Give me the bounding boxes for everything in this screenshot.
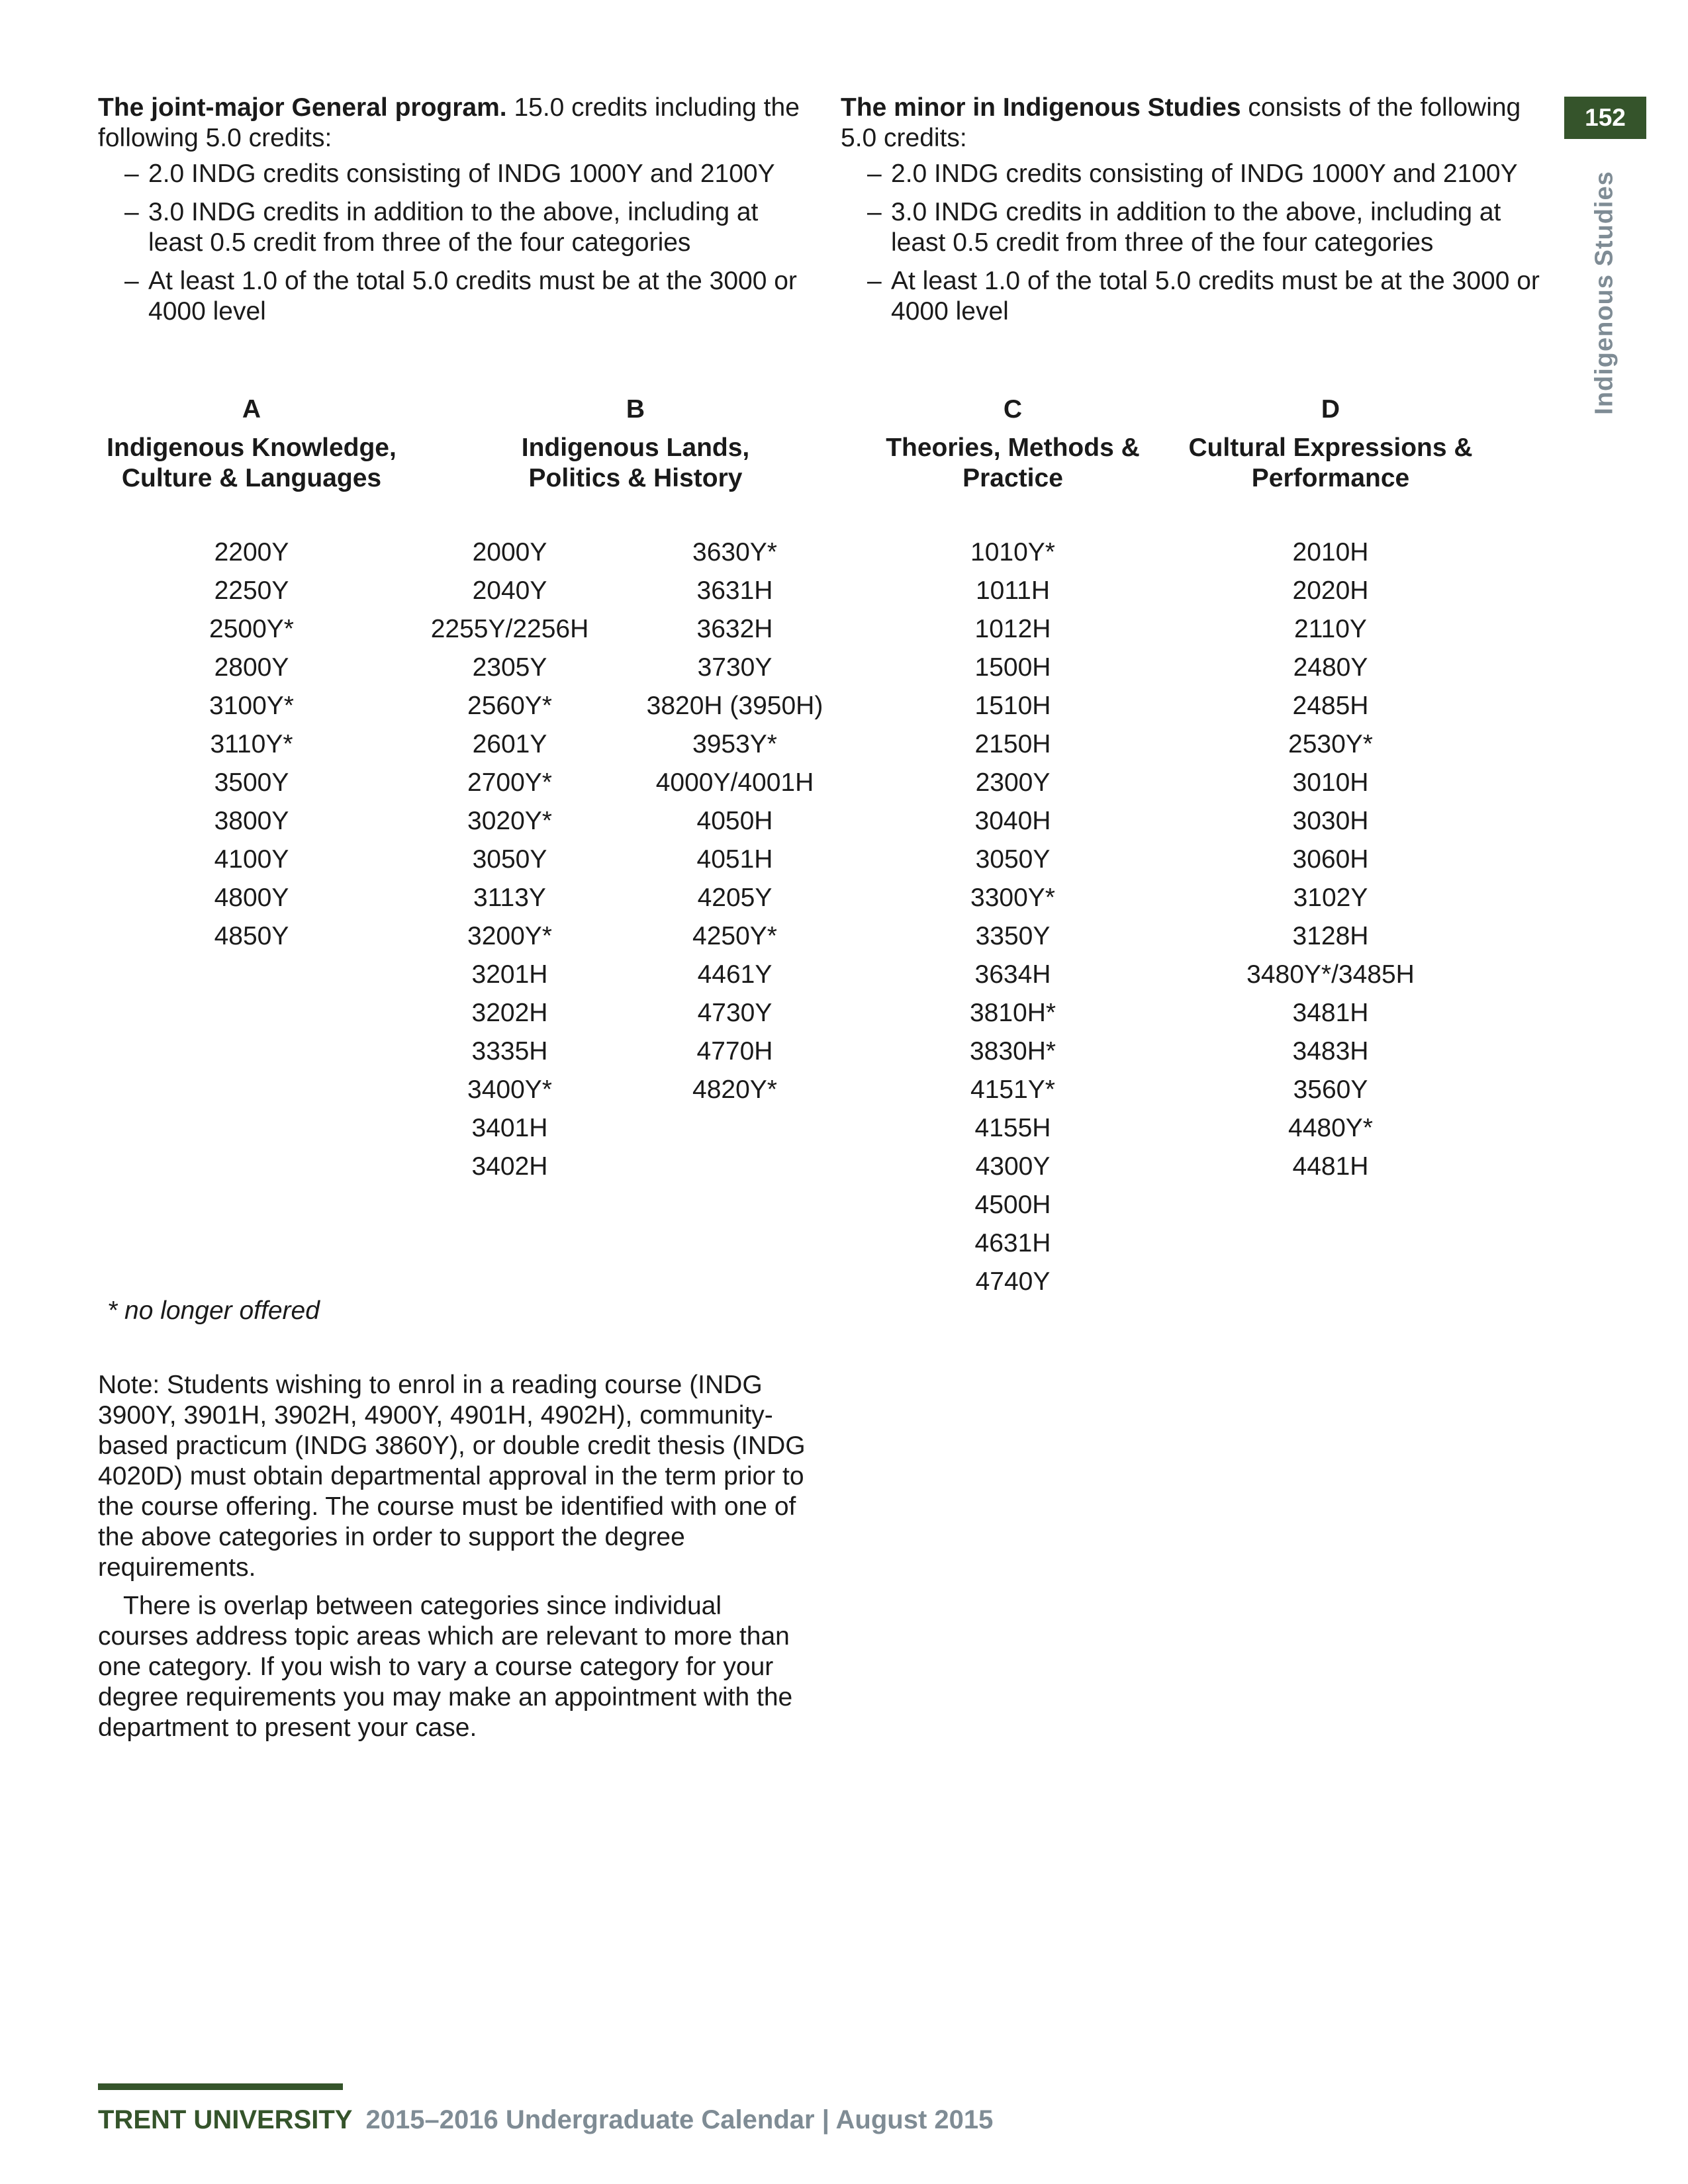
- course-code: 2601Y: [472, 730, 547, 758]
- course-code: 3113Y: [473, 884, 546, 912]
- minor-section: [841, 93, 1549, 335]
- category-a-courses: [156, 533, 348, 956]
- course-code: 4500H: [974, 1191, 1051, 1219]
- section-side-label: Indigenous Studies: [1590, 170, 1618, 415]
- footer: [98, 2103, 993, 2136]
- course-code: 2530Y*: [1288, 730, 1373, 758]
- course-code: 2255Y/2256H: [430, 615, 589, 643]
- course-code: 2020H: [1292, 576, 1369, 605]
- note-paragraph: Note: Students wishing to enrol in a reading course (INDG 3900Y, 3901H, 3902H, 4900Y, 4901H, 4902H), community-based practicum (INDG 3860Y), or double credit thesis (INDG 4020D) must obtain departmental approval in the term prior to the course offering. The course must be identified with one of the above categories in order to support the degree requirements.: [98, 1371, 806, 1582]
- list-item: – At least 1.0 of the total 5.0 credits must be at the 3000 or 4000 level: [124, 267, 797, 326]
- course-code: 4155H: [974, 1114, 1051, 1142]
- course-code: 2200Y: [214, 538, 289, 567]
- category-d-heading: D Cultural Expressions & Performance: [1188, 395, 1473, 492]
- course-code: 3040H: [974, 807, 1051, 835]
- course-code: 2010H: [1292, 538, 1369, 567]
- course-code: 4820Y*: [692, 1075, 777, 1104]
- course-code: 3020Y*: [467, 807, 552, 835]
- course-code: 3402H: [471, 1152, 548, 1181]
- course-code: 3350Y: [975, 922, 1051, 950]
- list-item: – 3.0 INDG credits in addition to the above, including at least 0.5 credit from three of the four categories: [124, 198, 759, 257]
- course-code: 3481H: [1292, 999, 1369, 1027]
- course-code: 3300Y*: [970, 884, 1055, 912]
- course-code: 3634H: [974, 960, 1051, 989]
- page-number: 152: [1564, 97, 1646, 139]
- minor-title: The minor in Indigenous Studies: [841, 93, 1241, 122]
- course-code: 2110Y: [1294, 615, 1367, 643]
- course-code: 2800Y: [214, 653, 289, 682]
- course-code: 4250Y*: [692, 922, 777, 950]
- course-code: 3730Y: [697, 653, 773, 682]
- course-code: 2500Y*: [209, 615, 294, 643]
- course-code: 2000Y: [472, 538, 547, 567]
- course-code: 3632H: [696, 615, 773, 643]
- course-code: 4800Y: [214, 884, 289, 912]
- course-code: 1500H: [974, 653, 1051, 682]
- course-code: 3110Y*: [210, 730, 293, 758]
- course-code: 3953Y*: [692, 730, 777, 758]
- course-code: 2700Y*: [467, 768, 552, 797]
- course-code: 3010H: [1292, 768, 1369, 797]
- category-c-heading: C Theories, Methods & Practice: [886, 395, 1140, 492]
- course-code: 4000Y/4001H: [655, 768, 814, 797]
- list-item: – 3.0 INDG credits in addition to the above, including at least 0.5 credit from three of the four categories: [867, 198, 1501, 257]
- course-code: 3128H: [1292, 922, 1369, 950]
- footer-university: TRENT UNIVERSITY: [98, 2105, 353, 2134]
- course-code: 3800Y: [214, 807, 289, 835]
- course-code: 3820H (3950H): [646, 692, 823, 720]
- course-code: 3830H*: [969, 1037, 1056, 1066]
- course-code: 1012H: [974, 615, 1051, 643]
- course-code: 3100Y*: [209, 692, 294, 720]
- course-code: 3200Y*: [467, 922, 552, 950]
- course-code: 4740Y: [975, 1267, 1051, 1296]
- category-b-courses-right: [629, 533, 841, 1109]
- course-code: 2305Y: [472, 653, 547, 682]
- course-code: 3401H: [471, 1114, 548, 1142]
- course-code: 3480Y*/3485H: [1246, 960, 1415, 989]
- course-code: 3560Y: [1293, 1075, 1368, 1104]
- list-item: – 2.0 INDG credits consisting of INDG 1000Y and 2100Y: [124, 159, 775, 188]
- joint-major-title: The joint-major General program.: [98, 93, 507, 122]
- course-code: 3202H: [471, 999, 548, 1027]
- course-code: 2485H: [1292, 692, 1369, 720]
- category-a-heading: A Indigenous Knowledge, Culture & Languages: [107, 395, 397, 492]
- course-code: 4850Y: [214, 922, 289, 950]
- course-code: 3030H: [1292, 807, 1369, 835]
- category-d-courses: [1218, 533, 1443, 1186]
- course-code: 3201H: [471, 960, 548, 989]
- course-code: 1011H: [975, 576, 1051, 605]
- course-code: 3631H: [696, 576, 773, 605]
- course-code: 3630Y*: [692, 538, 777, 567]
- course-code: 4480Y*: [1288, 1114, 1373, 1142]
- course-code: 3050Y: [975, 845, 1051, 874]
- course-code: 4050H: [696, 807, 773, 835]
- course-code: 2480Y: [1293, 653, 1368, 682]
- course-code: 2250Y: [214, 576, 289, 605]
- course-code: 4481H: [1292, 1152, 1369, 1181]
- course-code: 3400Y*: [467, 1075, 552, 1104]
- minor-intro: The minor in Indigenous Studies consists of the following 5.0 credits:: [841, 93, 1521, 152]
- course-code: 2040Y: [472, 576, 547, 605]
- list-item: – At least 1.0 of the total 5.0 credits must be at the 3000 or 4000 level: [867, 267, 1540, 326]
- category-b-courses-left: [404, 533, 616, 1186]
- course-code: 1010Y*: [970, 538, 1055, 567]
- footer-rule: [98, 2083, 343, 2090]
- joint-major-list: [98, 159, 800, 327]
- footer-calendar: 2015–2016 Undergraduate Calendar | August 2015: [365, 2105, 994, 2134]
- course-code: 4631H: [974, 1229, 1051, 1257]
- course-code: 4051H: [696, 845, 773, 874]
- course-code: 2300Y: [975, 768, 1051, 797]
- course-code: 4461Y: [697, 960, 773, 989]
- course-code: 1510H: [974, 692, 1051, 720]
- course-code: 4770H: [696, 1037, 773, 1066]
- category-c-courses: [914, 533, 1112, 1301]
- note-section: [98, 1370, 813, 1751]
- note-paragraph: There is overlap between categories since individual courses address topic areas which are relevant to more than one category. If you wish to vary a course category for your degree requirements you may make an appointment with the department to present your case.: [98, 1592, 793, 1742]
- course-code: 4205Y: [697, 884, 773, 912]
- joint-major-intro: The joint-major General program. 15.0 credits including the following 5.0 credits:: [98, 93, 800, 152]
- course-code: 3335H: [471, 1037, 548, 1066]
- footnote: * no longer offered: [107, 1297, 320, 1325]
- category-b-heading: B Indigenous Lands, Politics & History: [521, 395, 750, 492]
- joint-major-section: [98, 93, 800, 335]
- course-code: 4300Y: [975, 1152, 1051, 1181]
- course-code: 3102Y: [1293, 884, 1368, 912]
- course-code: 3060H: [1292, 845, 1369, 874]
- list-item: – 2.0 INDG credits consisting of INDG 1000Y and 2100Y: [867, 159, 1518, 188]
- course-code: 4100Y: [214, 845, 289, 874]
- course-code: 3483H: [1292, 1037, 1369, 1066]
- course-code: 4730Y: [697, 999, 773, 1027]
- course-code: 3810H*: [969, 999, 1056, 1027]
- course-code: 3050Y: [472, 845, 547, 874]
- course-code: 2560Y*: [467, 692, 552, 720]
- course-code: 2150H: [974, 730, 1051, 758]
- course-code: 3500Y: [214, 768, 289, 797]
- course-code: 4151Y*: [970, 1075, 1055, 1104]
- minor-list: [841, 159, 1549, 327]
